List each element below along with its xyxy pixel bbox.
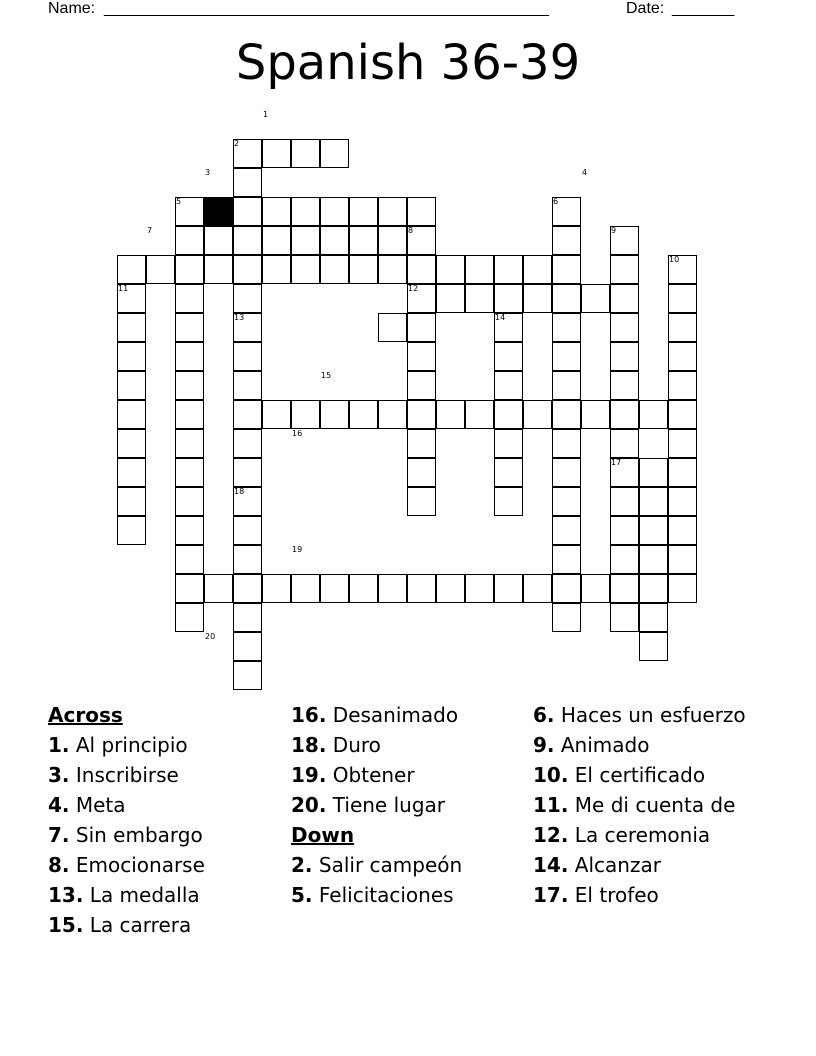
grid-cell[interactable] [349,400,378,429]
grid-cell[interactable] [175,226,204,255]
across-clue [48,853,288,877]
grid-cell[interactable] [233,603,262,632]
grid-number: 14 [495,313,506,322]
grid-cell[interactable] [523,574,552,603]
clue-number: 1. [48,733,70,757]
grid-cell[interactable] [291,574,320,603]
grid-cell[interactable] [581,284,610,313]
grid-cell[interactable] [262,197,291,226]
clue-text: Sin embargo [69,823,203,847]
grid-cell[interactable] [378,226,407,255]
grid-cell[interactable] [175,545,204,574]
grid-cell[interactable] [262,226,291,255]
grid-cell[interactable] [117,255,146,284]
grid-cell[interactable] [233,458,262,487]
grid-cell[interactable] [175,458,204,487]
grid-cell[interactable] [117,313,146,342]
across-clue [291,703,531,727]
grid-cell[interactable] [552,342,581,371]
grid-cell[interactable] [233,516,262,545]
down-clue [533,853,773,877]
grid-cell[interactable] [465,284,494,313]
grid-cell[interactable] [407,255,436,284]
grid-cell[interactable] [552,255,581,284]
grid-cell[interactable] [552,574,581,603]
grid-cell[interactable] [117,400,146,429]
grid-cell[interactable] [175,603,204,632]
grid-cell[interactable] [117,516,146,545]
clue-number: 12. [533,823,569,847]
clue-number: 3. [48,763,70,787]
grid-cell[interactable] [320,197,349,226]
grid-cell[interactable] [610,255,639,284]
grid-cell[interactable] [407,371,436,400]
clue-number: 6. [533,703,555,727]
grid-cell[interactable] [610,603,639,632]
clue-number: 15. [48,913,84,937]
name-line[interactable]: __________________________________________________ [104,0,549,17]
grid-cell[interactable] [639,487,668,516]
grid-cell[interactable] [552,429,581,458]
grid-cell[interactable] [233,632,262,661]
clue-text: Inscribirse [69,763,179,787]
grid-cell[interactable] [639,603,668,632]
grid-cell[interactable] [175,255,204,284]
grid-cell[interactable] [175,371,204,400]
clue-text: El trofeo [568,883,659,907]
clue-text: Animado [554,733,650,757]
clue-text: La medalla [83,883,200,907]
date-label: Date: [626,0,665,17]
grid-number: 11 [118,284,129,293]
grid-cell[interactable] [552,371,581,400]
grid-cell[interactable] [436,255,465,284]
grid-cell[interactable] [494,574,523,603]
grid-cell[interactable] [407,458,436,487]
grid-number: 1 [263,110,269,119]
grid-cell[interactable] [436,574,465,603]
clue-text: Obtener [326,763,415,787]
grid-cell[interactable] [668,574,697,603]
grid-cell[interactable] [668,429,697,458]
grid-cell[interactable] [175,284,204,313]
clue-text: Duro [326,733,381,757]
down-heading: Down [291,823,355,847]
down-clue [291,883,531,907]
grid-cell[interactable] [262,400,291,429]
clue-text: Alcanzar [568,853,661,877]
grid-number: 12 [408,284,419,293]
grid-cell[interactable] [668,371,697,400]
across-clue [48,763,288,787]
grid-cell[interactable] [610,574,639,603]
grid-cell[interactable] [494,342,523,371]
grid-cell[interactable] [639,632,668,661]
clue-number: 4. [48,793,70,817]
page-title: Spanish 36-39 [235,35,581,91]
clue-column-2 [291,703,531,913]
grid-cell[interactable] [117,487,146,516]
grid-cell[interactable] [262,139,291,168]
clue-text: Salir campeón [312,853,463,877]
grid-cell[interactable] [117,458,146,487]
grid-cell[interactable] [436,400,465,429]
grid-cell[interactable] [552,226,581,255]
across-clue [291,763,531,787]
grid-cell[interactable] [349,197,378,226]
grid-cell[interactable] [494,487,523,516]
grid-cell[interactable] [610,429,639,458]
grid-number: 3 [205,168,211,177]
down-clue [533,703,773,727]
name-label: Name: [48,0,96,17]
grid-cell[interactable] [465,400,494,429]
clue-number: 8. [48,853,70,877]
grid-cell[interactable] [320,255,349,284]
clue-number: 18. [291,733,327,757]
grid-cell[interactable] [204,226,233,255]
clue-text: El certificado [568,763,706,787]
grid-cell[interactable] [639,545,668,574]
grid-cell[interactable] [378,255,407,284]
grid-cell[interactable] [552,603,581,632]
clue-number: 13. [48,883,84,907]
grid-cell[interactable] [233,429,262,458]
grid-cell[interactable] [233,400,262,429]
grid-number: 5 [176,197,182,206]
grid-cell[interactable] [552,313,581,342]
grid-number: 2 [234,139,240,148]
grid-cell[interactable] [610,342,639,371]
grid-number: 8 [408,226,414,235]
across-clue [48,733,288,757]
down-clue [291,853,531,877]
across-clue [48,793,288,817]
grid-number: 4 [582,168,588,177]
grid-cell[interactable] [639,458,668,487]
across-clue [48,913,288,937]
grid-cell[interactable] [610,313,639,342]
grid-cell[interactable] [552,458,581,487]
grid-cell[interactable] [436,284,465,313]
grid-number: 17 [611,458,622,467]
grid-cell[interactable] [552,400,581,429]
clue-text: Meta [69,793,126,817]
grid-cell[interactable] [175,429,204,458]
clue-text: Desanimado [326,703,459,727]
grid-cell[interactable] [291,197,320,226]
clue-number: 14. [533,853,569,877]
grid-cell[interactable] [465,574,494,603]
clue-text: La carrera [83,913,192,937]
across-clue [291,733,531,757]
down-clue [533,883,773,907]
grid-cell[interactable] [668,313,697,342]
grid-cell[interactable] [175,574,204,603]
grid-number: 13 [234,313,245,322]
grid-cell[interactable] [175,487,204,516]
grid-cell[interactable] [117,371,146,400]
down-clue [533,793,773,817]
grid-cell[interactable] [610,487,639,516]
grid-cell[interactable] [233,284,262,313]
grid-cell[interactable] [378,574,407,603]
grid-cell[interactable] [552,545,581,574]
grid-cell[interactable] [291,226,320,255]
grid-number: 19 [292,545,303,554]
grid-cell[interactable] [581,400,610,429]
grid-cell[interactable] [494,255,523,284]
grid-cell[interactable] [349,255,378,284]
grid-cell[interactable] [407,342,436,371]
grid-cell[interactable] [233,545,262,574]
grid-number: 7 [147,226,153,235]
clue-number: 11. [533,793,569,817]
grid-cell[interactable] [494,284,523,313]
grid-cell[interactable] [233,168,262,197]
grid-cell[interactable] [668,342,697,371]
grid-cell[interactable] [233,661,262,690]
grid-cell[interactable] [610,371,639,400]
grid-cell[interactable] [233,255,262,284]
clue-text: Felicitaciones [312,883,454,907]
grid-number: 18 [234,487,245,496]
grid-cell[interactable] [494,400,523,429]
grid-cell[interactable] [291,255,320,284]
grid-cell[interactable] [320,226,349,255]
clue-number: 9. [533,733,555,757]
clue-number: 10. [533,763,569,787]
grid-cell[interactable] [262,255,291,284]
grid-cell[interactable] [668,487,697,516]
grid-cell[interactable] [523,400,552,429]
grid-cell[interactable] [175,516,204,545]
grid-cell[interactable] [610,545,639,574]
grid-cell[interactable] [407,400,436,429]
grid-cell[interactable] [146,255,175,284]
grid-cell[interactable] [552,487,581,516]
grid-cell[interactable] [349,574,378,603]
grid-cell[interactable] [494,371,523,400]
grid-cell[interactable] [117,429,146,458]
grid-cell[interactable] [378,197,407,226]
grid-number: 16 [292,429,303,438]
grid-cell[interactable] [668,400,697,429]
clue-text: Haces un esfuerzo [554,703,746,727]
clue-text: Al principio [69,733,188,757]
date-line[interactable]: _______ [672,0,735,17]
across-clue [48,883,288,907]
clue-number: 7. [48,823,70,847]
clue-number: 17. [533,883,569,907]
grid-cell[interactable] [320,139,349,168]
grid-cell[interactable] [320,574,349,603]
clue-number: 5. [291,883,313,907]
clue-number: 16. [291,703,327,727]
grid-cell[interactable] [175,313,204,342]
across-heading: Across [48,703,123,727]
grid-cell[interactable] [639,516,668,545]
grid-cell[interactable] [262,574,291,603]
grid-cell[interactable] [639,574,668,603]
grid-cell[interactable] [407,429,436,458]
clue-text: Tiene lugar [326,793,446,817]
grid-number: 6 [553,197,559,206]
grid-cell[interactable] [233,226,262,255]
grid-cell[interactable] [639,400,668,429]
grid-cell[interactable] [494,429,523,458]
grid-cell[interactable] [581,574,610,603]
grid-block [204,197,233,226]
grid-cell[interactable] [291,400,320,429]
grid-cell[interactable] [552,516,581,545]
across-clue [48,823,288,847]
grid-cell[interactable] [610,516,639,545]
down-clue [533,763,773,787]
grid-cell[interactable] [407,574,436,603]
grid-cell[interactable] [494,458,523,487]
clue-column-3 [533,703,773,913]
clue-number: 2. [291,853,313,877]
grid-cell[interactable] [407,313,436,342]
down-clue [533,823,773,847]
grid-cell[interactable] [378,313,407,342]
grid-cell[interactable] [349,226,378,255]
grid-cell[interactable] [117,342,146,371]
grid-cell[interactable] [378,400,407,429]
grid-cell[interactable] [610,400,639,429]
grid-cell[interactable] [465,255,494,284]
grid-number: 20 [205,632,216,641]
grid-cell[interactable] [407,197,436,226]
grid-cell[interactable] [175,342,204,371]
grid-cell[interactable] [523,255,552,284]
grid-cell[interactable] [233,342,262,371]
grid-cell[interactable] [668,284,697,313]
grid-cell[interactable] [233,197,262,226]
clue-text: Me di cuenta de [568,793,736,817]
grid-cell[interactable] [407,487,436,516]
grid-cell[interactable] [291,139,320,168]
across-clue [291,793,531,817]
grid-number: 10 [669,255,680,264]
clue-column-1 [48,703,288,943]
grid-cell[interactable] [233,574,262,603]
grid-cell[interactable] [610,284,639,313]
grid-cell[interactable] [668,545,697,574]
clue-number: 19. [291,763,327,787]
grid-cell[interactable] [523,284,552,313]
grid-cell[interactable] [175,400,204,429]
grid-cell[interactable] [552,284,581,313]
clue-number: 20. [291,793,327,817]
clue-text: Emocionarse [69,853,205,877]
grid-cell[interactable] [668,516,697,545]
down-clue [533,733,773,757]
grid-cell[interactable] [204,574,233,603]
grid-cell[interactable] [204,255,233,284]
clue-text: La ceremonia [568,823,711,847]
grid-number: 9 [611,226,617,235]
grid-cell[interactable] [668,458,697,487]
grid-number: 15 [321,371,332,380]
grid-cell[interactable] [233,371,262,400]
grid-cell[interactable] [320,400,349,429]
